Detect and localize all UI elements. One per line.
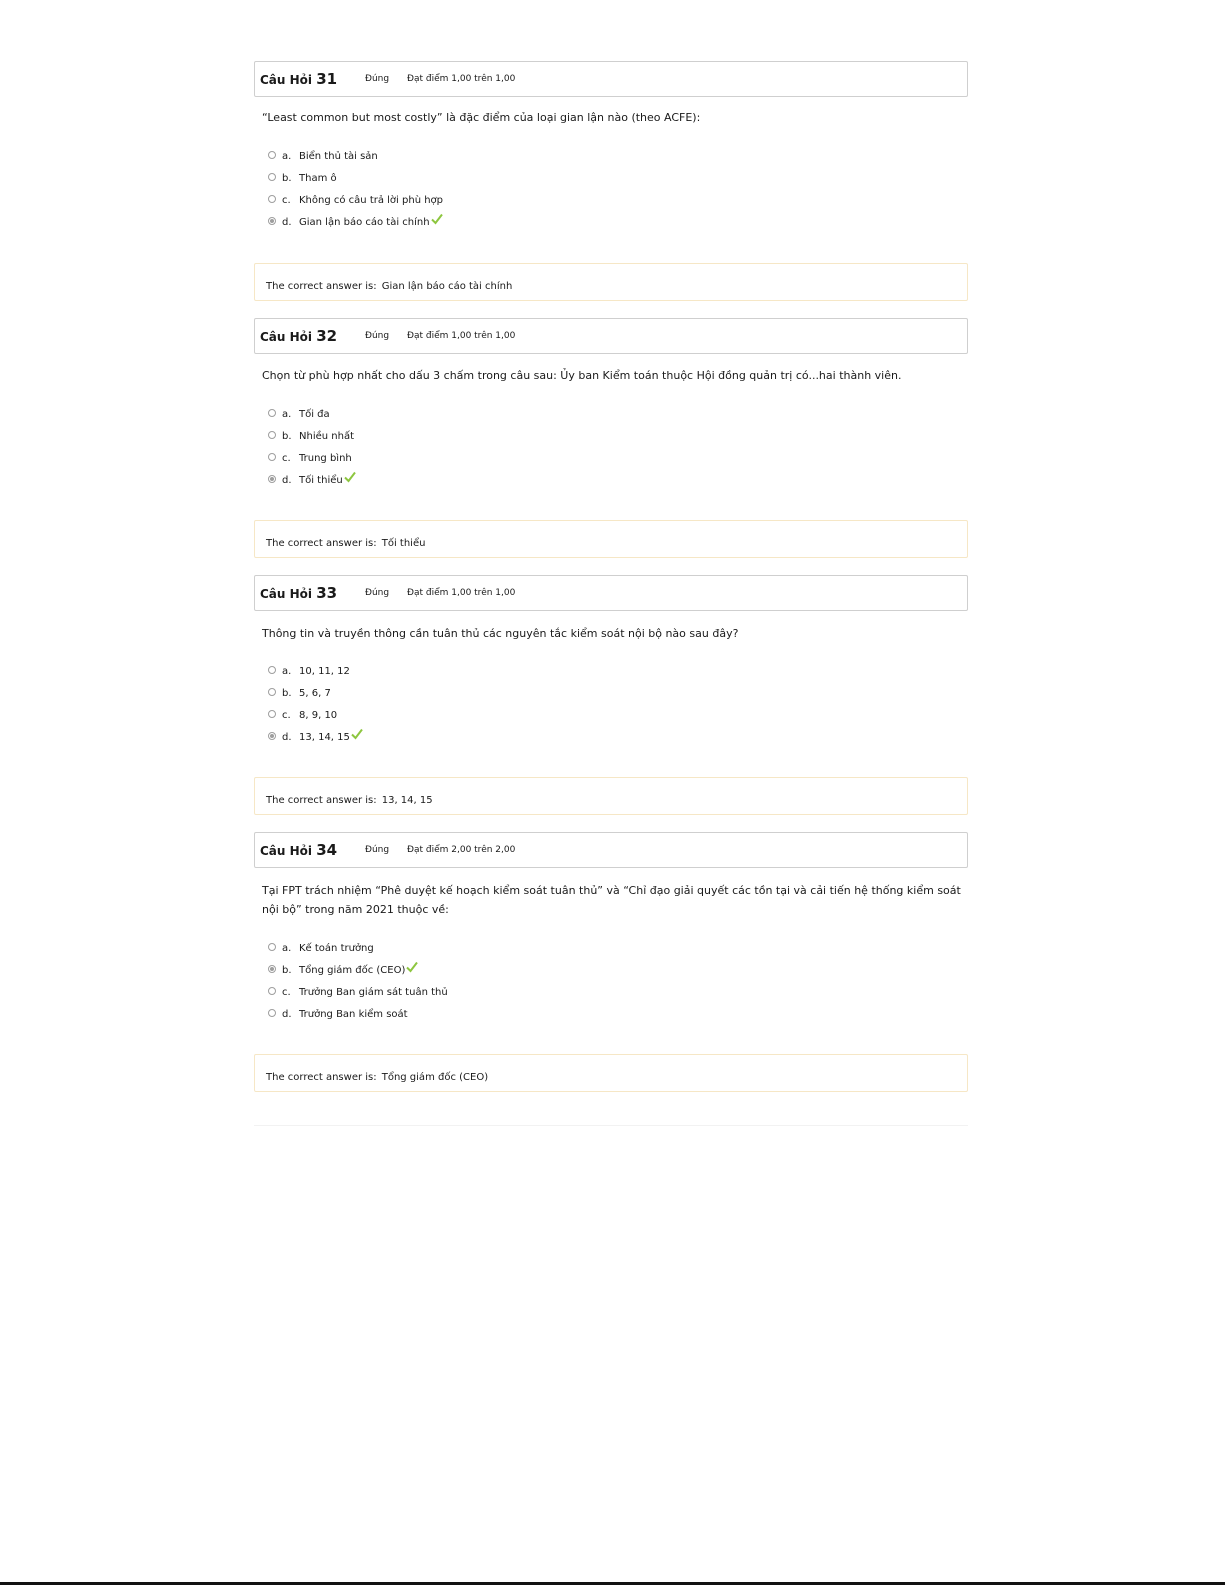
radio-icon[interactable]: [268, 666, 276, 674]
question-31-header: [254, 61, 968, 97]
option-letter: b.: [282, 172, 292, 184]
question-text: “Least common but most costly” là đặc điểm của loại gian lận nào (theo ACFE):: [262, 111, 701, 124]
feedback-answer: Gian lận báo cáo tài chính: [381, 281, 513, 292]
option-text: Tổng giám đốc (CEO): [299, 964, 406, 976]
option-letter: a.: [282, 408, 292, 420]
option-letter: d.: [282, 731, 292, 743]
feedback-box: [254, 263, 968, 301]
correct-answer-line: [266, 1065, 488, 1084]
answer-option-a[interactable]: [268, 149, 378, 163]
feedback-box: [254, 777, 968, 815]
question-state: Đúng: [365, 331, 390, 341]
question-grade: Đạt điểm 1,00 trên 1,00: [407, 331, 516, 341]
question-text: Chọn từ phù hợp nhất cho dấu 3 chấm trong câu sau: Ủy ban Kiểm toán thuộc Hội đồng quản trị có...hai thành viên.: [262, 369, 902, 382]
feedback-answer: Tổng giám đốc (CEO): [381, 1072, 489, 1083]
answer-option-b[interactable]: [268, 686, 331, 700]
option-text: Trưởng Ban kiểm soát: [299, 1008, 408, 1020]
radio-icon[interactable]: [268, 1009, 276, 1017]
radio-icon[interactable]: [268, 151, 276, 159]
answer-option-b[interactable]: [268, 171, 337, 185]
option-text: Tối thiểu: [299, 474, 343, 486]
radio-icon[interactable]: [268, 217, 276, 225]
answer-option-b[interactable]: [268, 963, 418, 977]
radio-icon[interactable]: [268, 688, 276, 696]
option-letter: b.: [282, 964, 292, 976]
radio-icon[interactable]: [268, 965, 276, 973]
radio-icon[interactable]: [268, 987, 276, 995]
check-icon: [344, 471, 356, 483]
correct-answer-line: [266, 531, 425, 550]
question-grade: Đạt điểm 1,00 trên 1,00: [407, 74, 516, 84]
option-text: Biển thủ tài sản: [299, 150, 378, 162]
option-text: Tối đa: [299, 408, 330, 420]
answer-option-c[interactable]: [268, 193, 443, 207]
radio-icon[interactable]: [268, 431, 276, 439]
answer-option-d[interactable]: [268, 215, 443, 229]
option-letter: a.: [282, 665, 292, 677]
correct-answer-line: [266, 274, 512, 293]
option-letter: c.: [282, 709, 291, 721]
option-letter: b.: [282, 687, 292, 699]
option-letter: d.: [282, 474, 292, 486]
option-text: 13, 14, 15: [299, 731, 350, 743]
question-state: Đúng: [365, 74, 390, 84]
question-32-header: [254, 318, 968, 354]
option-letter: d.: [282, 216, 292, 228]
option-text: 8, 9, 10: [299, 709, 338, 721]
radio-icon[interactable]: [268, 475, 276, 483]
answer-option-a[interactable]: [268, 941, 374, 955]
question-state: Đúng: [365, 588, 390, 598]
radio-icon[interactable]: [268, 710, 276, 718]
check-icon: [431, 213, 443, 225]
radio-icon[interactable]: [268, 173, 276, 181]
option-text: Trưởng Ban giám sát tuân thủ: [299, 986, 448, 998]
answer-option-c[interactable]: [268, 451, 352, 465]
radio-icon[interactable]: [268, 943, 276, 951]
feedback-answer: 13, 14, 15: [381, 795, 433, 806]
answer-option-d[interactable]: [268, 1007, 408, 1021]
question-label: Câu Hỏi 33: [260, 584, 338, 602]
feedback-box: [254, 1054, 968, 1092]
feedback-box: [254, 520, 968, 558]
answer-option-d[interactable]: [268, 730, 363, 744]
radio-icon[interactable]: [268, 732, 276, 740]
question-grade: Đạt điểm 2,00 trên 2,00: [407, 845, 516, 855]
radio-icon[interactable]: [268, 453, 276, 461]
correct-answer-line: [266, 788, 433, 807]
option-letter: c.: [282, 986, 291, 998]
answer-option-b[interactable]: [268, 429, 354, 443]
answer-option-c[interactable]: [268, 985, 448, 999]
feedback-prefix: The correct answer is:: [266, 795, 377, 806]
question-text: Thông tin và truyền thông cần tuân thủ các nguyên tắc kiểm soát nội bộ nào sau đây?: [262, 627, 739, 640]
answer-option-a[interactable]: [268, 664, 350, 678]
option-text: Kế toán trưởng: [299, 942, 374, 954]
question-34-header: [254, 832, 968, 868]
question-state: Đúng: [365, 845, 390, 855]
option-letter: a.: [282, 942, 292, 954]
check-icon: [351, 728, 363, 740]
check-icon: [406, 961, 418, 973]
answer-option-c[interactable]: [268, 708, 337, 722]
question-label: Câu Hỏi 31: [260, 70, 338, 88]
question-text: Tại FPT trách nhiệm “Phê duyệt kế hoạch kiểm soát tuân thủ” và “Chỉ đạo giải quyết các tồn tại và cải tiến hệ thống kiểm soát nội bộ” trong năm 2021 thuộc về:: [262, 884, 961, 916]
feedback-prefix: The correct answer is:: [266, 538, 377, 549]
answer-option-a[interactable]: [268, 407, 330, 421]
question-grade: Đạt điểm 1,00 trên 1,00: [407, 588, 516, 598]
feedback-answer: Tối thiểu: [381, 538, 426, 549]
question-label: Câu Hỏi 32: [260, 327, 338, 345]
option-text: Nhiều nhất: [299, 430, 354, 442]
option-letter: a.: [282, 150, 292, 162]
option-text: 5, 6, 7: [299, 687, 331, 699]
option-text: Trung bình: [299, 452, 352, 464]
question-label: Câu Hỏi 34: [260, 841, 338, 859]
option-letter: b.: [282, 430, 292, 442]
feedback-prefix: The correct answer is:: [266, 281, 377, 292]
content-end-divider: [254, 1125, 968, 1126]
question-33-header: [254, 575, 968, 611]
radio-icon[interactable]: [268, 409, 276, 417]
option-text: Không có câu trả lời phù hợp: [299, 194, 444, 206]
feedback-prefix: The correct answer is:: [266, 1072, 377, 1083]
option-letter: c.: [282, 452, 291, 464]
option-letter: d.: [282, 1008, 292, 1020]
radio-icon[interactable]: [268, 195, 276, 203]
option-text: Tham ô: [299, 172, 337, 184]
answer-option-d[interactable]: [268, 473, 356, 487]
option-letter: c.: [282, 194, 291, 206]
option-text: Gian lận báo cáo tài chính: [299, 216, 430, 228]
option-text: 10, 11, 12: [299, 665, 350, 677]
